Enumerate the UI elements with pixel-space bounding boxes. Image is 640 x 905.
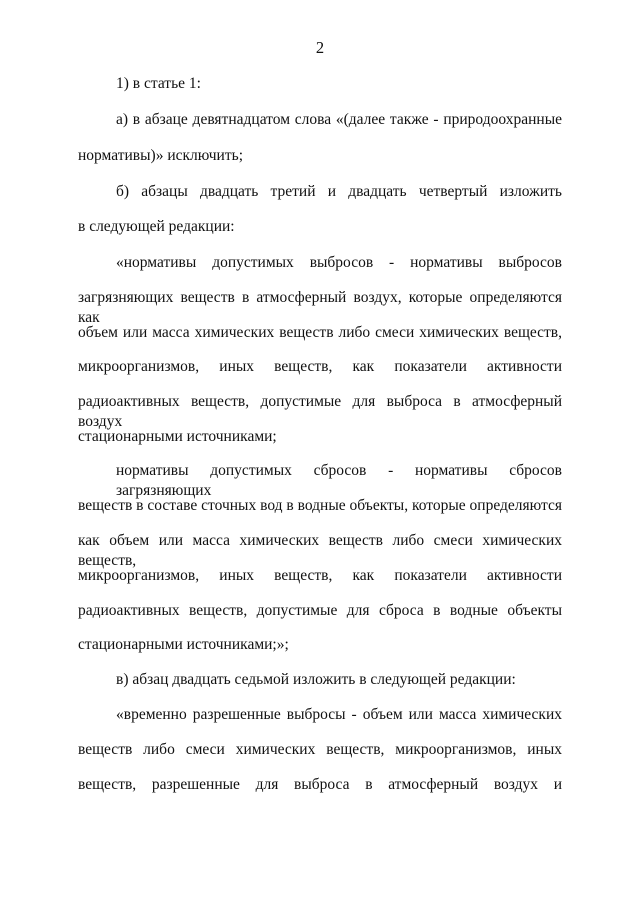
text-line-discharges-4: микроорганизмов, иных веществ, как показатели активности	[78, 567, 562, 584]
text-line-article-1: 1) в статье 1:	[116, 75, 201, 92]
text-line-temporary-1: «временно разрешенные выбросы - объем или масса химических	[116, 706, 562, 723]
page-number: 2	[315, 38, 325, 57]
text-line-item-b-1: б) абзацы двадцать третий и двадцать четвертый изложить	[116, 183, 562, 200]
text-line-discharges-6: стационарными источниками;»;	[78, 636, 289, 653]
text-line-emissions-3: объем или масса химических веществ либо смеси химических веществ,	[78, 324, 562, 341]
text-line-discharges-3: как объем или масса химических веществ либо смеси химических веществ,	[78, 532, 562, 569]
text-line-item-b-2: в следующей редакции:	[78, 218, 235, 235]
text-line-discharges-2: веществ в составе сточных вод в водные объекты, которые определяются	[78, 497, 562, 514]
text-line-emissions-5: радиоактивных веществ, допустимые для выброса в атмосферный воздух	[78, 393, 562, 430]
text-line-discharges-5: радиоактивных веществ, допустимые для сброса в водные объекты	[78, 602, 562, 619]
text-line-item-a-1: а) в абзаце девятнадцатом слова «(далее также - природоохранные	[116, 111, 562, 128]
text-line-discharges-1: нормативы допустимых сбросов - нормативы сбросов загрязняющих	[116, 462, 562, 499]
text-line-temporary-3: веществ, разрешенные для выброса в атмосферный воздух и	[78, 776, 562, 793]
text-line-emissions-1: «нормативы допустимых выбросов - нормативы выбросов	[116, 254, 562, 271]
text-line-temporary-2: веществ либо смеси химических веществ, микроорганизмов, иных	[78, 741, 562, 758]
text-line-emissions-6: стационарными источниками;	[78, 428, 277, 445]
text-line-emissions-2: загрязняющих веществ в атмосферный воздух, которые определяются как	[78, 289, 562, 326]
text-line-item-a-2: нормативы)» исключить;	[78, 147, 243, 164]
text-line-item-c: в) абзац двадцать седьмой изложить в следующей редакции:	[116, 671, 516, 688]
text-line-emissions-4: микроорганизмов, иных веществ, как показатели активности	[78, 358, 562, 375]
